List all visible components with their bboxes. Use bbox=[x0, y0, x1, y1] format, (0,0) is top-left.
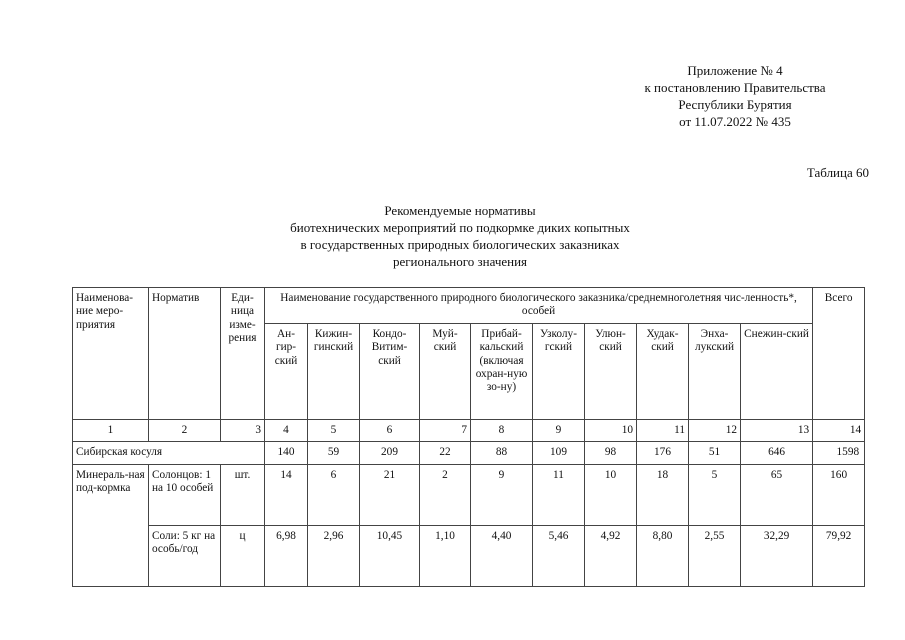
column-number: 5 bbox=[308, 419, 360, 441]
column-number: 7 bbox=[420, 419, 471, 441]
species-total: 1598 bbox=[813, 442, 865, 464]
header-reserve: Энха-лукский bbox=[689, 323, 741, 419]
column-number: 13 bbox=[741, 419, 813, 441]
species-value: 140 bbox=[265, 442, 308, 464]
value-cell: 11 bbox=[533, 464, 585, 525]
column-number: 14 bbox=[813, 419, 865, 441]
header-unit: Еди-ница изме-рения bbox=[221, 288, 265, 420]
unit-cell: шт. bbox=[221, 464, 265, 525]
value-cell: 6,98 bbox=[265, 525, 308, 586]
norm-cell: Солонцов: 1 на 10 особей bbox=[149, 464, 221, 525]
species-value: 59 bbox=[308, 442, 360, 464]
value-cell: 10,45 bbox=[360, 525, 420, 586]
title-line: в государственных природных биологических заказниках bbox=[300, 237, 620, 252]
header-reserve: Снежин-ский bbox=[741, 323, 813, 419]
column-number: 2 bbox=[149, 419, 221, 441]
column-number: 8 bbox=[471, 419, 533, 441]
header-row bbox=[73, 288, 865, 324]
header-reserve: Кижин-гинский bbox=[308, 323, 360, 419]
species-value: 22 bbox=[420, 442, 471, 464]
table-row bbox=[73, 464, 865, 525]
species-name: Сибирская косуля bbox=[73, 442, 265, 464]
value-cell: 8,80 bbox=[637, 525, 689, 586]
value-cell: 2,96 bbox=[308, 525, 360, 586]
species-value: 51 bbox=[689, 442, 741, 464]
header-reserve: Муй-ский bbox=[420, 323, 471, 419]
column-number: 4 bbox=[265, 419, 308, 441]
column-number: 3 bbox=[221, 419, 265, 441]
value-cell: 4,40 bbox=[471, 525, 533, 586]
header-reserve: Ан-гир-ский bbox=[265, 323, 308, 419]
species-value: 88 bbox=[471, 442, 533, 464]
appendix-line: Приложение № 4 bbox=[687, 63, 783, 78]
header-reserve: Прибай-кальский (включая охран-ную зо-ну) bbox=[471, 323, 533, 419]
header-total: Всего bbox=[813, 288, 865, 420]
species-value: 109 bbox=[533, 442, 585, 464]
value-cell: 2 bbox=[420, 464, 471, 525]
appendix-line: от 11.07.2022 № 435 bbox=[679, 114, 791, 129]
header-reserve: Худак-ский bbox=[637, 323, 689, 419]
column-number: 11 bbox=[637, 419, 689, 441]
value-cell: 6 bbox=[308, 464, 360, 525]
title-line: регионального значения bbox=[392, 254, 528, 269]
value-cell: 2,55 bbox=[689, 525, 741, 586]
column-number: 1 bbox=[73, 419, 149, 441]
value-cell: 21 bbox=[360, 464, 420, 525]
value-cell: 18 bbox=[637, 464, 689, 525]
column-numbers-row bbox=[73, 419, 865, 441]
table-row bbox=[73, 525, 865, 586]
header-reserves-group: Наименование государственного природного биологического заказника/среднемноголетняя чис-ленность*, особей bbox=[265, 288, 813, 324]
value-cell: 65 bbox=[741, 464, 813, 525]
column-number: 9 bbox=[533, 419, 585, 441]
appendix-line: Республики Бурятия bbox=[678, 97, 792, 112]
total-cell: 160 bbox=[813, 464, 865, 525]
value-cell: 10 bbox=[585, 464, 637, 525]
header-norm: Норматив bbox=[149, 288, 221, 420]
total-cell: 79,92 bbox=[813, 525, 865, 586]
title-line: Рекомендуемые нормативы bbox=[384, 203, 536, 218]
header-reserve: Узколу-гский bbox=[533, 323, 585, 419]
value-cell: 5,46 bbox=[533, 525, 585, 586]
value-cell: 14 bbox=[265, 464, 308, 525]
value-cell: 32,29 bbox=[741, 525, 813, 586]
norms-table bbox=[72, 287, 865, 587]
header-reserve: Улюн-ский bbox=[585, 323, 637, 419]
header-activity: Наименова-ние меро-приятия bbox=[73, 288, 149, 420]
value-cell: 4,92 bbox=[585, 525, 637, 586]
species-value: 646 bbox=[741, 442, 813, 464]
column-number: 12 bbox=[689, 419, 741, 441]
norm-cell: Соли: 5 кг на особь/год bbox=[149, 525, 221, 586]
species-value: 209 bbox=[360, 442, 420, 464]
value-cell: 5 bbox=[689, 464, 741, 525]
document-title bbox=[200, 202, 720, 270]
column-number: 6 bbox=[360, 419, 420, 441]
appendix-block bbox=[600, 62, 870, 130]
table-number: Таблица 60 bbox=[806, 165, 869, 180]
title-line: биотехнических мероприятий по подкормке диких копытных bbox=[290, 220, 630, 235]
species-value: 176 bbox=[637, 442, 689, 464]
activity-name: Минераль-ная под-кормка bbox=[73, 464, 149, 586]
value-cell: 1,10 bbox=[420, 525, 471, 586]
species-row bbox=[73, 442, 865, 464]
species-value: 98 bbox=[585, 442, 637, 464]
column-number: 10 bbox=[585, 419, 637, 441]
header-reserve: Кондо-Витим-ский bbox=[360, 323, 420, 419]
appendix-line: к постановлению Правительства bbox=[644, 80, 826, 95]
value-cell: 9 bbox=[471, 464, 533, 525]
unit-cell: ц bbox=[221, 525, 265, 586]
